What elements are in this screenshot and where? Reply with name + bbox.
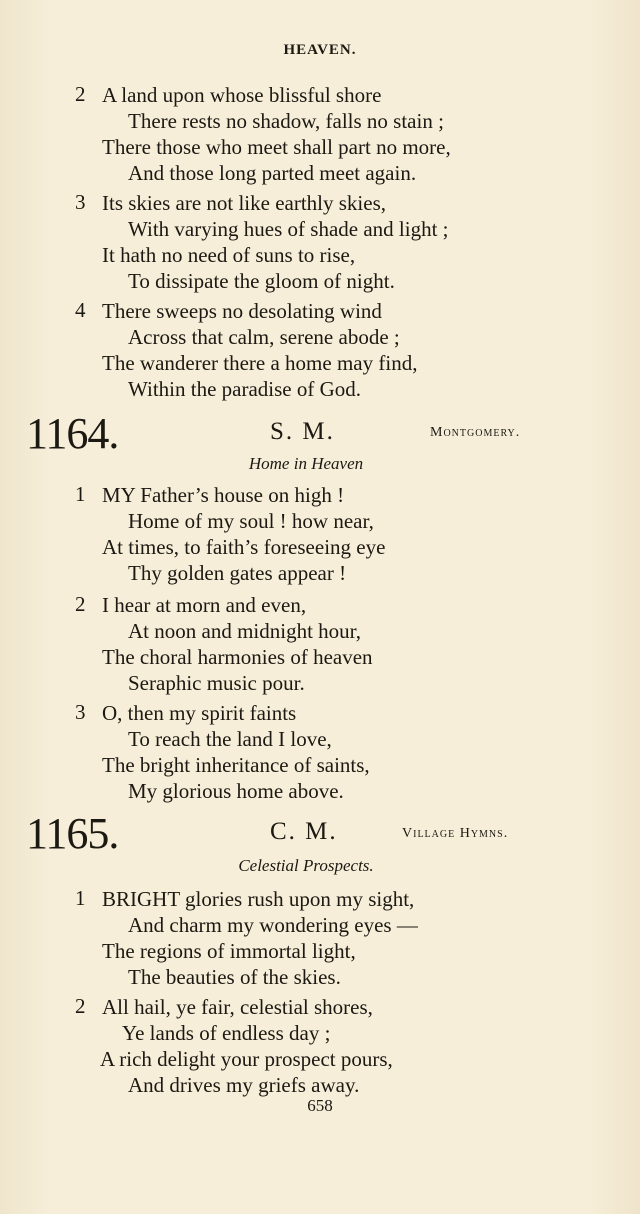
hymn-subtitle: Home in Heaven: [248, 454, 364, 473]
verse-line: At noon and midnight hour,: [128, 619, 362, 643]
verse-number: 2: [75, 592, 86, 616]
verse-line: There sweeps no desolating wind: [102, 299, 382, 323]
verse-line: At times, to faith’s foreseeing eye: [102, 535, 386, 559]
verse-line: The choral harmonies of heaven: [102, 645, 373, 669]
verse-number: 3: [75, 190, 86, 214]
page-number: 658: [307, 1096, 333, 1115]
verse-number: 3: [75, 700, 86, 724]
hymn-number: 1164.: [26, 409, 119, 458]
verse-line: With varying hues of shade and light ;: [128, 217, 449, 241]
hymn-author: Montgomery.: [430, 425, 521, 440]
verse-line: Its skies are not like earthly skies,: [102, 191, 387, 215]
verse-line: BRIGHT glories rush upon my sight,: [102, 887, 415, 911]
verse-line: And those long parted meet again.: [128, 161, 417, 185]
verse-line: There those who meet shall part no more,: [102, 135, 451, 159]
verse-line: The regions of immortal light,: [102, 939, 356, 963]
verse-line: It hath no need of suns to rise,: [102, 243, 356, 267]
verse-line: The beauties of the skies.: [128, 965, 341, 989]
verse-number: 1: [75, 886, 86, 910]
verse-line: Thy golden gates appear !: [128, 561, 347, 585]
verse-line: The wanderer there a home may find,: [102, 351, 418, 375]
verse-line: And drives my griefs away.: [128, 1073, 360, 1097]
verse-line: All hail, ye fair, celestial shores,: [102, 995, 373, 1019]
verse-line: Seraphic music pour.: [128, 671, 305, 695]
verse-number: 2: [75, 82, 86, 106]
hymn-author: Village Hymns.: [402, 826, 509, 841]
hymn-meter: S. M.: [270, 418, 335, 445]
verse-line: MY Father’s house on high !: [102, 483, 345, 507]
verse-line: A land upon whose blissful shore: [102, 83, 382, 107]
verse-line: Within the paradise of God.: [128, 377, 362, 401]
verse-line: To reach the land I love,: [128, 727, 332, 751]
verse-line: My glorious home above.: [128, 779, 344, 803]
verse-line: To dissipate the gloom of night.: [128, 269, 395, 293]
verse-line: Ye lands of endless day ;: [122, 1021, 331, 1045]
verse-line: Home of my soul ! how near,: [128, 509, 374, 533]
hymn-subtitle: Celestial Prospects.: [238, 856, 374, 875]
verse-line: O, then my spirit faints: [102, 701, 297, 725]
verse-line: Across that calm, serene abode ;: [128, 325, 400, 349]
verse-line: A rich delight your prospect pours,: [100, 1047, 393, 1071]
verse-number: 1: [75, 482, 86, 506]
verse-line: And charm my wondering eyes —: [128, 913, 418, 937]
verse-line: The bright inheritance of saints,: [102, 753, 370, 777]
verse-line: There rests no shadow, falls no stain ;: [128, 109, 444, 133]
hymn-number: 1165.: [26, 809, 119, 858]
verse-number: 2: [75, 994, 86, 1018]
verse-number: 4: [75, 298, 86, 322]
verse-line: I hear at morn and even,: [102, 593, 307, 617]
hymn-meter: C. M.: [270, 818, 338, 845]
running-header: HEAVEN.: [283, 42, 357, 58]
